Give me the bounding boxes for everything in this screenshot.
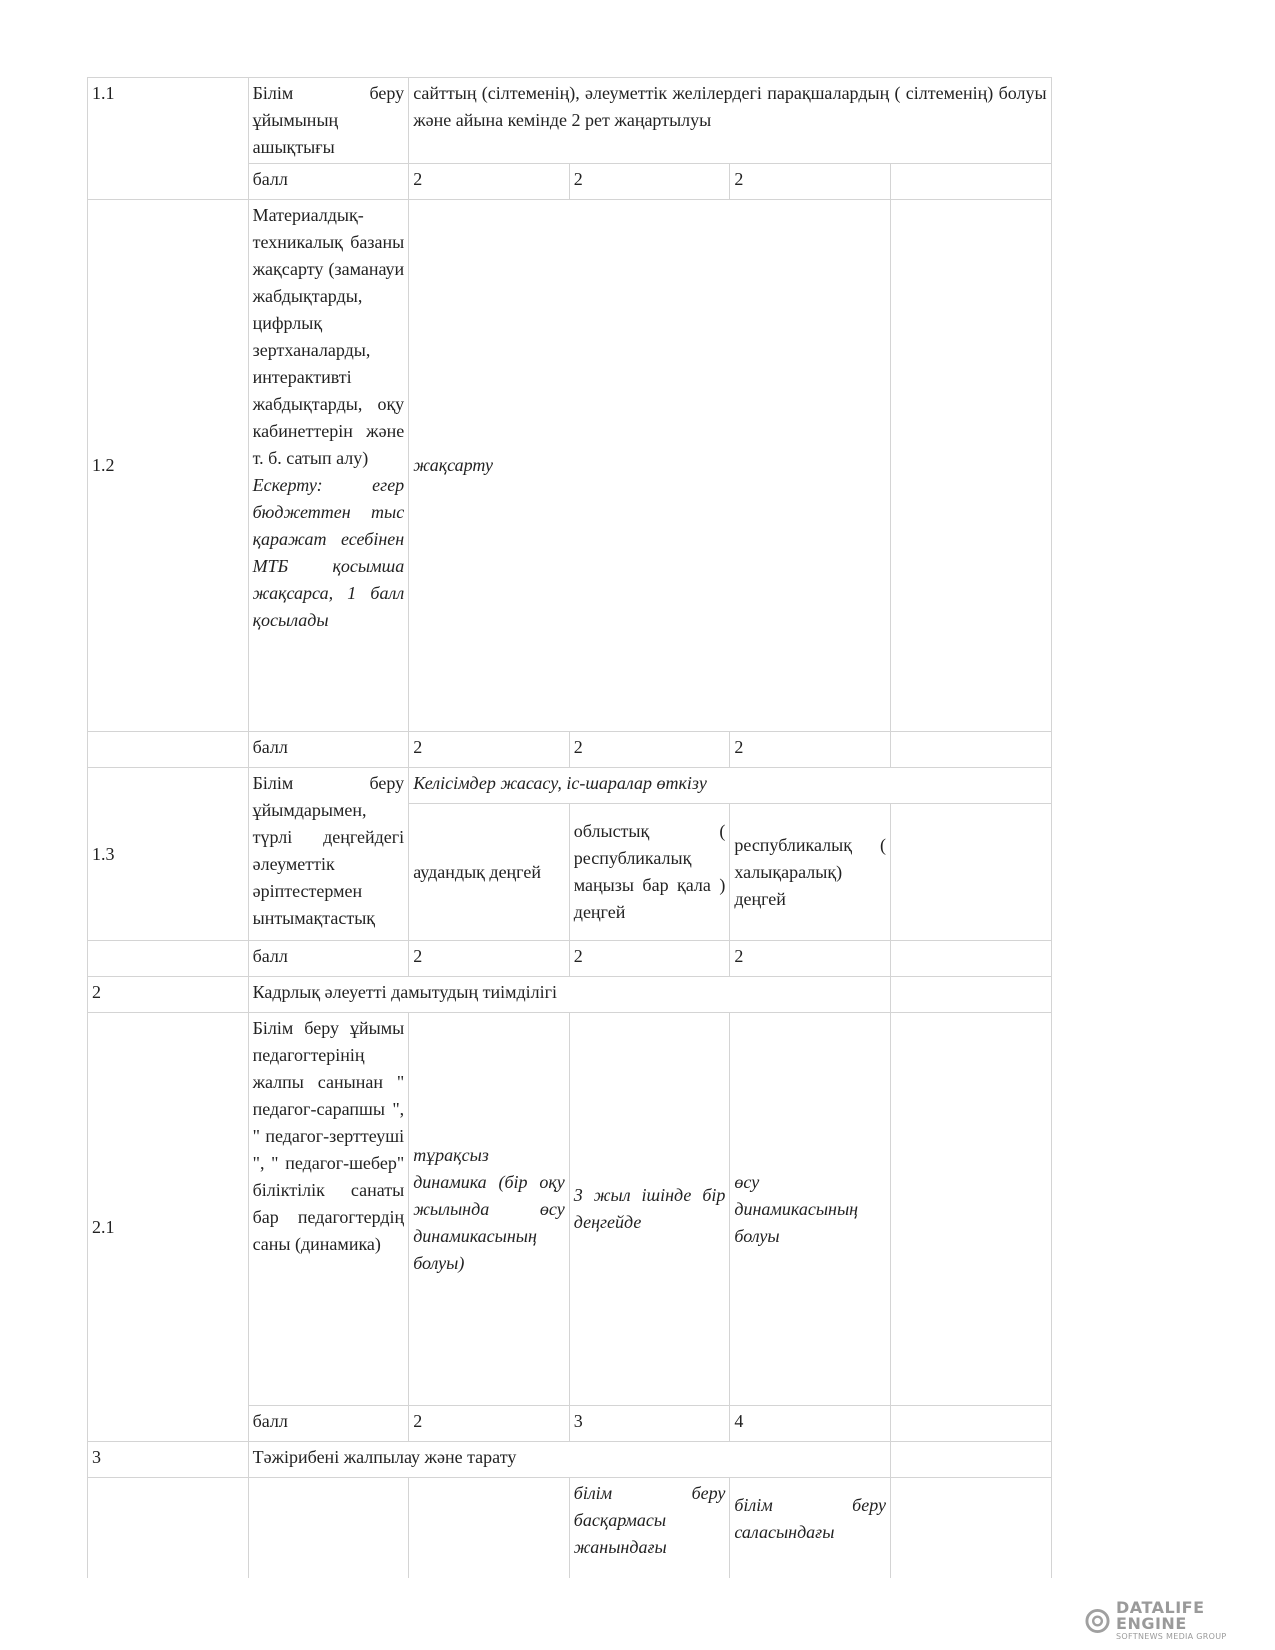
empty-cell [890,804,1051,941]
score: 2 [730,164,891,200]
score: 2 [730,941,891,977]
level: облыстық ( республикалық маңызы бар қала ) деңгей [569,804,730,941]
score-label: балл [248,1406,409,1442]
score: 2 [409,1406,570,1442]
indicator-name: Білім беру ұйымдарымен, түрлі деңгейдегі әлеуметтік әріптестермен ынтымақтастық [248,768,409,941]
score: 2 [569,164,730,200]
indicator-name [248,200,409,732]
score-label: балл [248,941,409,977]
indicator-text: Материалдық-техникалық базаны жақсарту (заманауи жабдықтарды, цифрлық зертханаларды, интерактивті жабдықтарды, оқу кабинеттерін және т. б. сатып алу) [252,205,405,468]
score: 2 [730,732,891,768]
table-row [88,78,1052,164]
empty-cell [890,1406,1051,1442]
criterion: сайттың (сілтеменің), әлеуметтік желілердегі парақшалардың ( сілтеменің) болуы және айына кемінде 2 рет жаңартылуы [409,78,1051,164]
row-number: 1.2 [88,200,249,732]
score: 3 [569,1406,730,1442]
table-row [88,200,1052,732]
level: 3 жыл ішінде бір деңгейде [569,1013,730,1406]
empty-cell [890,977,1051,1013]
watermark-title: DATALIFE ENGINE [1116,1598,1205,1633]
empty-cell [88,1478,249,1578]
empty-cell [88,941,249,977]
table-row [88,1013,1052,1406]
table-row [88,768,1052,804]
score: 4 [730,1406,891,1442]
indicator-note: Ескерту: егер бюджеттен тыс қаражат есебінен МТБ қосымша жақсарса, 1 балл қосылады [252,475,405,630]
row-number: 1.1 [88,78,249,200]
table-row [88,732,1052,768]
empty-cell [890,1442,1051,1478]
row-number: 1.3 [88,768,249,941]
criterion: жақсарту [409,200,891,732]
empty-cell [890,941,1051,977]
empty-cell [890,732,1051,768]
score: 2 [409,164,570,200]
section-number: 3 [88,1442,249,1478]
section-number: 2 [88,977,249,1013]
score: 2 [409,732,570,768]
score-label: балл [248,732,409,768]
empty-cell [409,1478,570,1578]
score-label: балл [248,164,409,200]
table-row [88,977,1052,1013]
score: 2 [569,941,730,977]
table-row [88,941,1052,977]
row-number: 2.1 [88,1013,249,1442]
empty-cell [88,732,249,768]
empty-cell [248,1478,409,1578]
criterion: Келісімдер жасасу, іс-шаралар өткізу [409,768,1051,804]
score: 2 [569,732,730,768]
criteria-table [87,77,1052,1578]
watermark [1085,1600,1275,1642]
level: білім беру басқармасы жанындағы [569,1478,730,1578]
score: 2 [409,941,570,977]
level: республикалық ( халықаралық) деңгей [730,804,891,941]
indicator-name: Білім беру ұйымының ашықтығы [248,78,409,164]
empty-cell [890,200,1051,732]
datalife-logo-icon [1085,1608,1110,1634]
level: аудандық деңгей [409,804,570,941]
level: білім беру саласындағы [730,1478,891,1578]
empty-cell [890,1478,1051,1578]
level: тұрақсыз динамика (бір оқу жылында өсу динамикасының болуы) [409,1013,570,1406]
indicator-name: Білім беру ұйымы педагогтерінің жалпы санынан " педагог-сарапшы ", " педагог-зерттеуші ", " педагог-шебер" біліктілік санаты бар педагогтердің саны (динамика) [248,1013,409,1406]
table-row [88,1478,1052,1578]
level: өсу динамикасының болуы [730,1013,891,1406]
watermark-subtitle: SOFTNEWS MEDIA GROUP [1116,1632,1227,1641]
section-title: Тәжірибені жалпылау және тарату [248,1442,890,1478]
table-row [88,1442,1052,1478]
section-title: Кадрлық әлеуетті дамытудың тиімділігі [248,977,890,1013]
empty-cell [890,164,1051,200]
empty-cell [890,1013,1051,1406]
